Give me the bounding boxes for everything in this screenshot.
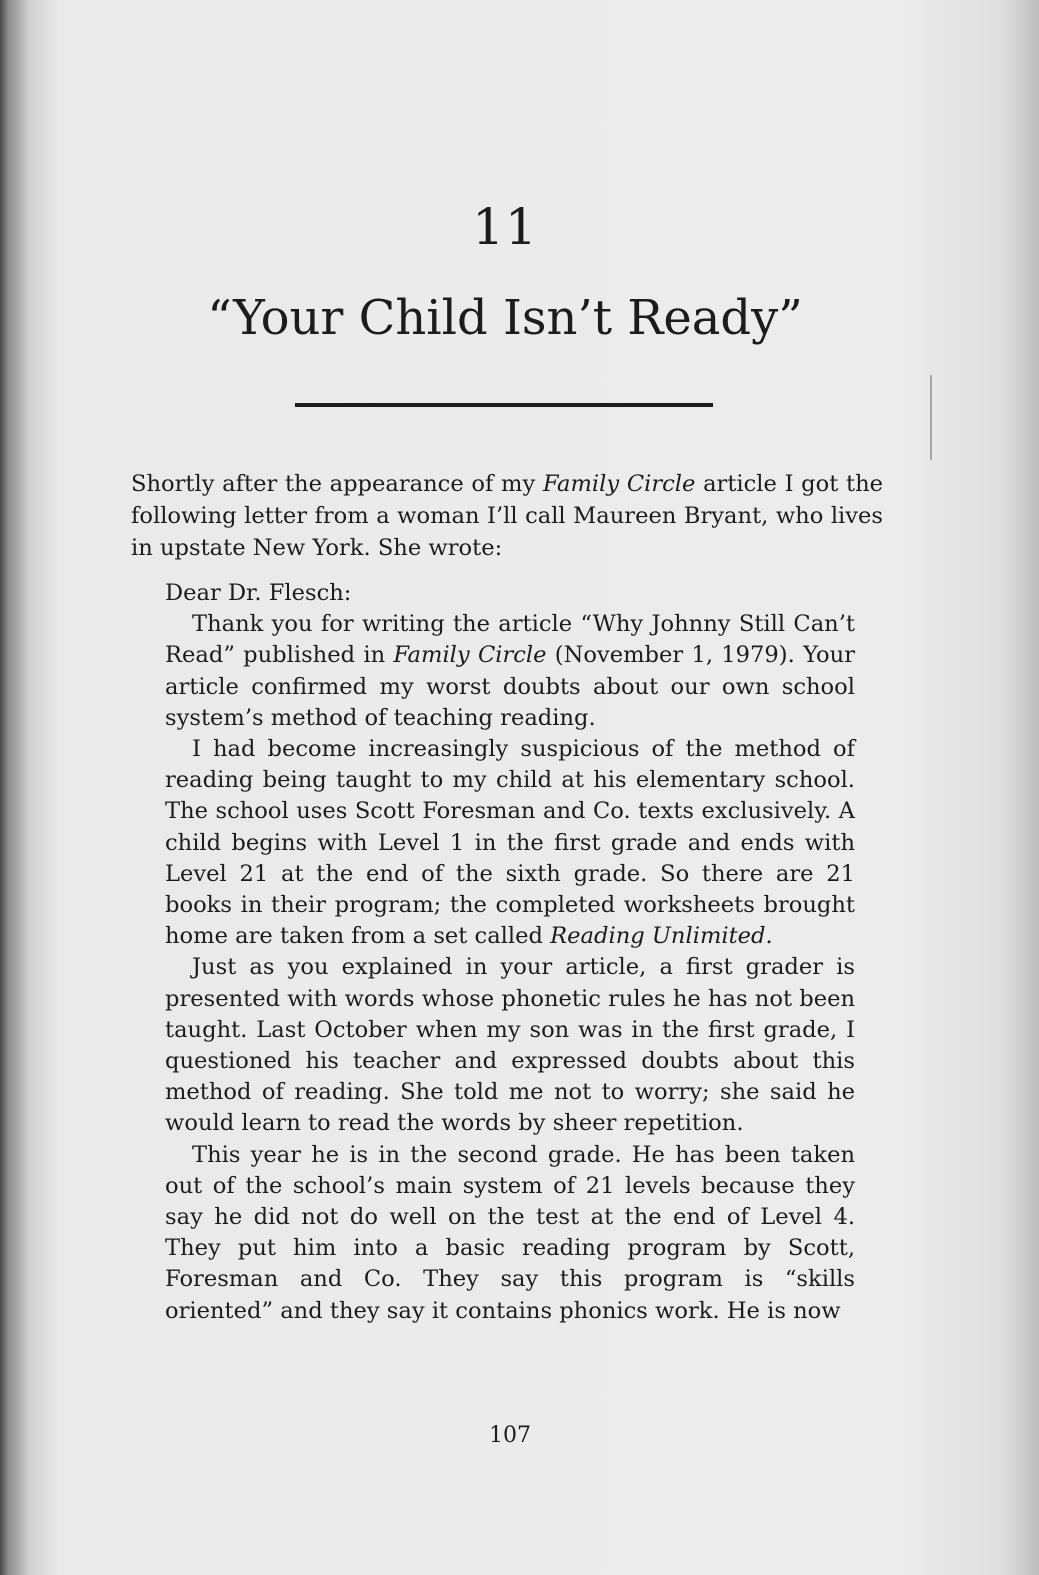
chapter-title: “Your Child Isn’t Ready”: [207, 290, 803, 346]
letter-block: [165, 578, 855, 1327]
letter-p1-publication: Family Circle: [393, 642, 547, 669]
title-divider: [295, 403, 713, 407]
intro-text-2: article I got the following letter from a woman I’ll call Maureen Bryant, who lives in upstate New York. She wrote:: [131, 471, 883, 561]
letter-paragraph-3: Just as you explained in your article, a first grader is presented with words whose phonetic rules he has not been taught. Last October when my son was in the first grade, I questioned his teacher and expressed doubts about this method of reading. She told me not to worry; she said he would learn to read the words by sheer repetition.: [165, 954, 855, 1137]
chapter-number: 11: [472, 198, 538, 256]
intro-text-1: Shortly after the appearance of my: [131, 471, 543, 497]
letter-paragraph-1: [165, 609, 855, 734]
bleed-through-mark: [930, 375, 932, 460]
page-number: 107: [489, 1423, 531, 1448]
intro-paragraph: [131, 468, 883, 564]
letter-p2-text: I had become increasingly suspicious of the method of reading being taught to my child at his elementary school. The school uses Scott Foresman and Co. texts exclusively. A child begins with Level 1 in the first grade and ends with Level 21 at the end of the sixth grade. So there are 21 books in their program; the completed worksheets brought home are taken from a set called: [165, 736, 855, 950]
letter-paragraph-2: [165, 734, 855, 952]
letter-salutation: Dear Dr. Flesch:: [165, 580, 352, 606]
letter-p2-workbook-title: Reading Unlimited.: [550, 923, 773, 950]
intro-publication-title: Family Circle: [542, 471, 696, 497]
letter-p1-text-2: (November 1, 1979). Your article confirmed my worst doubts about our own school system’s method of teaching reading.: [165, 642, 855, 731]
letter-p1-text-1: Thank you for writing the article “Why Johnny Still Can’t Read” published in: [165, 611, 855, 669]
letter-paragraph-4: This year he is in the second grade. He has been taken out of the school’s main system of 21 levels because they say he did not do well on the test at the end of Level 4. They put him into a basic reading program by Scott, Foresman and Co. They say this program is “skills oriented” and they say it contains phonics work. He is now: [165, 1141, 855, 1324]
